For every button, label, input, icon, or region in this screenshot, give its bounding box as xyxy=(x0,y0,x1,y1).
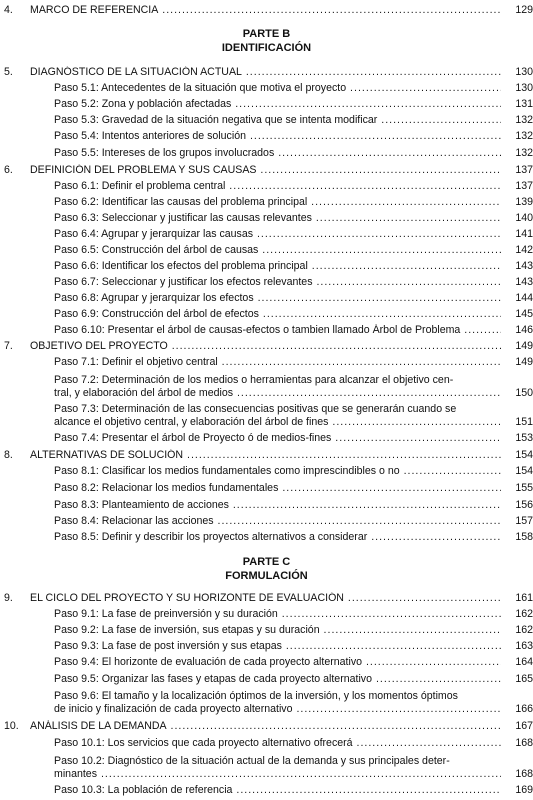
page-number: 143 xyxy=(515,276,533,288)
step-title: Paso 9.2: La fase de inversión, sus etapas y su duración ..... xyxy=(54,624,501,637)
step-title-line1: Paso 10.2: Diagnóstico de la situación actual de la demanda y sus principales deter- xyxy=(54,755,450,767)
step-title: Paso 10.3: La población de referencia ..... xyxy=(54,784,501,797)
step-title: Paso 6.3: Seleccionar y justificar las causas relevantes ..... xyxy=(54,212,501,225)
page-number: 137 xyxy=(515,164,533,176)
page-number: 141 xyxy=(515,228,533,240)
section-number: 7. xyxy=(4,340,13,352)
step-title: Paso 6.8: Agrupar y jerarquizar los efectos ..... xyxy=(54,292,501,305)
section-title: MARCO DE REFERENCIA ..... xyxy=(30,4,501,17)
page-number: 166 xyxy=(515,703,533,715)
step-title: Paso 6.4: Agrupar y jerarquizar las causas ..... xyxy=(54,228,501,241)
part-b-label: PARTE B xyxy=(242,28,291,40)
step-title: Paso 6.9: Construcción del árbol de efectos ..... xyxy=(54,308,501,321)
step-title-line1: Paso 9.6: El tamaño y la localización óptimos de la inversión, y los momentos óptimos xyxy=(54,690,458,702)
section-title: OBJETIVO DEL PROYECTO ..... xyxy=(30,340,501,353)
page-number: 132 xyxy=(515,114,533,126)
toc-step-multiline xyxy=(54,403,533,429)
step-title: Paso 5.5: Intereses de los grupos involucrados ..... xyxy=(54,147,501,160)
step-title: Paso 9.1: La fase de preinversión y su duración ..... xyxy=(54,608,501,621)
step-title: Paso 6.7: Seleccionar y justificar los efectos relevantes ..... xyxy=(54,276,501,289)
page-number: 164 xyxy=(515,656,533,668)
step-title: Paso 8.5: Definir y describir los proyectos alternativos a considerar ..... xyxy=(54,531,501,544)
page-number: 142 xyxy=(515,244,533,256)
part-b-name: IDENTIFICACIÓN xyxy=(221,42,312,54)
toc-step-multiline xyxy=(54,690,533,716)
step-title: Paso 6.1: Definir el problema central ..... xyxy=(54,180,501,193)
page-number: 130 xyxy=(515,82,533,94)
page-number: 154 xyxy=(515,449,533,461)
page-number: 144 xyxy=(515,292,533,304)
part-c-label: PARTE C xyxy=(242,556,291,568)
step-title: Paso 7.1: Definir el objetivo central ..... xyxy=(54,356,501,369)
step-title: Paso 5.4: Intentos anteriores de solución ..... xyxy=(54,130,501,143)
page-number: 146 xyxy=(515,324,533,336)
section-title: DIAGNÓSTICO DE LA SITUACIÓN ACTUAL ..... xyxy=(30,66,501,79)
page-number: 130 xyxy=(515,66,533,78)
page-number: 129 xyxy=(515,4,533,16)
page-number: 153 xyxy=(515,432,533,444)
page-number: 162 xyxy=(515,624,533,636)
section-number: 9. xyxy=(4,592,13,604)
step-title: Paso 6.6: Identificar los efectos del problema principal ..... xyxy=(54,260,501,273)
toc-step-multiline xyxy=(54,374,533,400)
step-title: Paso 5.2: Zona y población afectadas ..... xyxy=(54,98,501,111)
step-title: Paso 10.1: Los servicios que cada proyecto alternativo ofrecerá ..... xyxy=(54,737,501,750)
section-title: DEFINICIÓN DEL PROBLEMA Y SUS CAUSAS ..... xyxy=(30,164,501,177)
page-number: 156 xyxy=(515,499,533,511)
step-title: Paso 8.4: Relacionar las acciones ..... xyxy=(54,515,501,528)
step-title-line2: minantes ..... xyxy=(54,768,501,781)
step-title: Paso 8.1: Clasificar los medios fundamentales como imprescindibles o no ..... xyxy=(54,465,501,478)
toc-step-multiline xyxy=(54,755,533,781)
page-number: 163 xyxy=(515,640,533,652)
step-title: Paso 8.3: Planteamiento de acciones ..... xyxy=(54,499,501,512)
page-number: 137 xyxy=(515,180,533,192)
section-number: 10. xyxy=(4,720,19,732)
page-number: 132 xyxy=(515,147,533,159)
page-number: 169 xyxy=(515,784,533,796)
page-number: 157 xyxy=(515,515,533,527)
section-number: 5. xyxy=(4,66,13,78)
step-title: Paso 8.2: Relacionar los medios fundamentales ..... xyxy=(54,482,501,495)
page-number: 168 xyxy=(515,737,533,749)
section-title: ALTERNATIVAS DE SOLUCIÓN ..... xyxy=(30,449,501,462)
step-title: Paso 9.4: El horizonte de evaluación de cada proyecto alternativo ..... xyxy=(54,656,501,669)
page-number: 143 xyxy=(515,260,533,272)
section-number: 4. xyxy=(4,4,13,16)
page-number: 162 xyxy=(515,608,533,620)
step-title-line2: alcance el objetivo central, y elaboración del árbol de fines ..... xyxy=(54,416,501,429)
page-number: 131 xyxy=(515,98,533,110)
part-c-name: FORMULACIÓN xyxy=(225,570,308,582)
step-title: Paso 5.3: Gravedad de la situación negativa que se intenta modificar ..... xyxy=(54,114,501,127)
page-number: 158 xyxy=(515,531,533,543)
step-title-line2: de inicio y finalización de cada proyecto alternativo ..... xyxy=(54,703,501,716)
page-number: 161 xyxy=(515,592,533,604)
page-number: 155 xyxy=(515,482,533,494)
step-title: Paso 9.3: La fase de post inversión y sus etapas ..... xyxy=(54,640,501,653)
step-title: Paso 5.1: Antecedentes de la situación que motiva el proyecto ..... xyxy=(54,82,501,95)
page-number: 165 xyxy=(515,673,533,685)
page-number: 139 xyxy=(515,196,533,208)
section-title: ANÁLISIS DE LA DEMANDA ..... xyxy=(30,720,501,733)
page-number: 140 xyxy=(515,212,533,224)
step-title-line2: tral, y elaboración del árbol de medios ..... xyxy=(54,387,501,400)
section-title: EL CICLO DEL PROYECTO Y SU HORIZONTE DE EVALUACIÓN ..... xyxy=(30,592,501,605)
page-number: 149 xyxy=(515,356,533,368)
page-number: 151 xyxy=(515,416,533,428)
step-title: Paso 6.5: Construcción del árbol de causas ..... xyxy=(54,244,501,257)
step-title: Paso 7.4: Presentar el árbol de Proyecto ó de medios-fines ..... xyxy=(54,432,501,445)
step-title: Paso 6.10: Presentar el árbol de causas-efectos o tambien llamado Árbol de Problema ..... xyxy=(54,324,501,337)
step-title: Paso 9.5: Organizar las fases y etapas de cada proyecto alternativo ..... xyxy=(54,673,501,686)
page-number: 150 xyxy=(515,387,533,399)
step-title: Paso 6.2: Identificar las causas del problema principal ..... xyxy=(54,196,501,209)
page-number: 154 xyxy=(515,465,533,477)
page-number: 168 xyxy=(515,768,533,780)
page-number: 132 xyxy=(515,130,533,142)
page-number: 145 xyxy=(515,308,533,320)
page-number: 167 xyxy=(515,720,533,732)
page-number: 149 xyxy=(515,340,533,352)
step-title-line1: Paso 7.3: Determinación de las consecuencias positivas que se generarán cuando se xyxy=(54,403,457,415)
section-number: 6. xyxy=(4,164,13,176)
section-number: 8. xyxy=(4,449,13,461)
step-title-line1: Paso 7.2: Determinación de los medios o herramientas para alcanzar el objetivo cen- xyxy=(54,374,454,386)
